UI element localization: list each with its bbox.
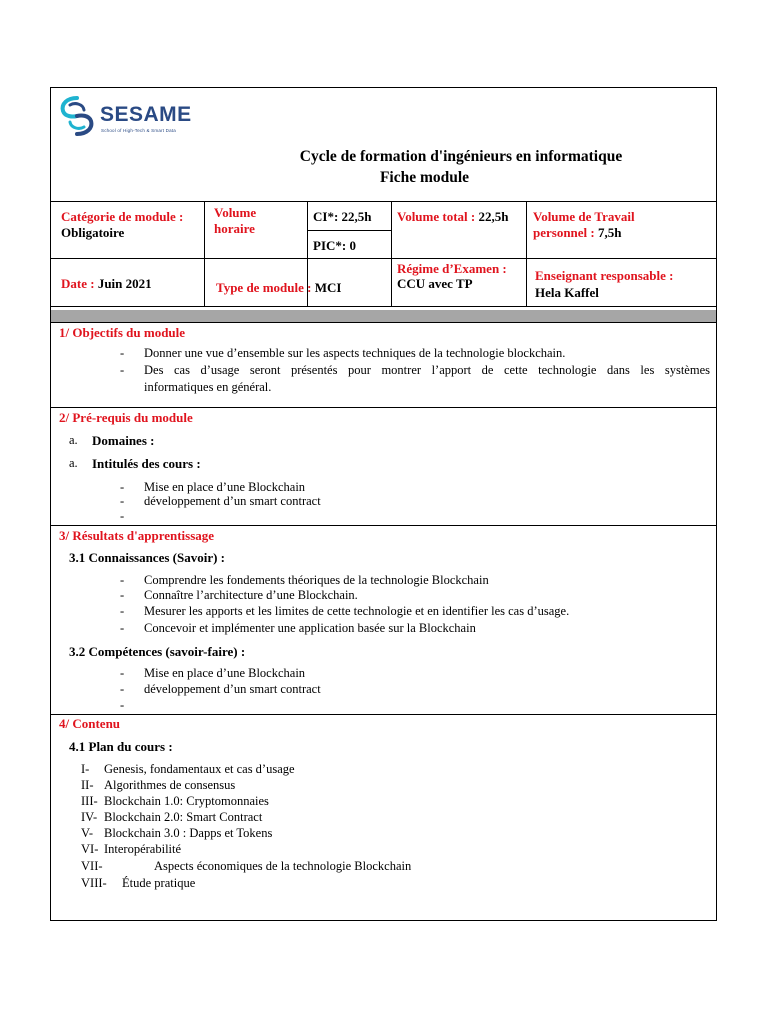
section-2-heading: 2/ Pré-requis du module [59, 410, 193, 425]
list-item: Mise en place d’une Blockchain [144, 666, 306, 680]
plan-item: Blockchain 3.0 : Dapps et Tokens [104, 826, 273, 840]
list-bullet: - [120, 363, 125, 377]
date-value: Juin 2021 [97, 276, 152, 291]
plan-num: II- [81, 778, 94, 792]
travail-value: 7,5h [598, 225, 622, 240]
regime-value: CCU avec TP [397, 276, 473, 291]
list-bullet: - [120, 621, 125, 635]
plan-num: VI- [81, 842, 99, 856]
section-3-heading: 3/ Résultats d'apprentissage [59, 528, 215, 543]
list-marker: a. [69, 433, 78, 447]
travail-label-1: Volume de Travail [533, 209, 635, 224]
type-label: Type de module : [216, 280, 312, 295]
list-bullet: - [120, 588, 125, 602]
enseignant-value: Hela Kaffel [535, 285, 599, 300]
pic-value: PIC*: 0 [313, 238, 356, 253]
list-bullet: - [120, 346, 125, 360]
list-bullet: - [120, 682, 125, 696]
plan-item: Algorithmes de consensus [104, 778, 236, 792]
plan-num: V- [81, 826, 94, 840]
list-item: Mise en place d’une Blockchain [144, 480, 306, 494]
plan-item: Interopérabilité [104, 842, 182, 856]
intitules-label: Intitulés des cours : [92, 456, 201, 471]
volume-horaire-label-1: Volume [214, 205, 257, 220]
plan-item: Étude pratique [122, 876, 196, 890]
volume-horaire-label-2: horaire [214, 221, 255, 236]
logo-name: SESAME [100, 103, 192, 126]
plan-item: Genesis, fondamentaux et cas d’usage [104, 762, 295, 776]
list-item: développement d’un smart contract [144, 682, 321, 696]
plan-num: VII- [81, 859, 103, 873]
plan-item: Blockchain 1.0: Cryptomonnaies [104, 794, 269, 808]
list-bullet: - [120, 573, 125, 587]
list-item-continuation: informatiques en général. [144, 380, 272, 394]
section-1-heading: 1/ Objectifs du module [59, 325, 186, 340]
type-value: MCI [314, 280, 342, 295]
plan-num: VIII- [81, 876, 107, 890]
volume-total-label: Volume total : [397, 209, 476, 224]
date-label: Date : [61, 276, 95, 291]
module-sheet [50, 87, 717, 921]
subsection-3-1: 3.1 Connaissances (Savoir) : [69, 550, 226, 565]
plan-num: III- [81, 794, 98, 808]
list-bullet: - [120, 604, 125, 618]
volume-total [397, 209, 508, 224]
domaines-label: Domaines : [92, 433, 155, 448]
travail-label-2: personnel : [533, 225, 595, 240]
enseignant-label: Enseignant responsable : [535, 268, 674, 283]
list-item: Donner une vue d’ensemble sur les aspects techniques de la technologie blockchain. [144, 346, 566, 360]
list-item: Concevoir et implémenter une application basée sur la Blockchain [144, 621, 476, 635]
categorie-value: Obligatoire [61, 225, 125, 240]
list-bullet: - [120, 494, 125, 508]
list-bullet: - [120, 698, 125, 712]
logo-tagline: School of High-Tech & Smart Data [101, 128, 176, 133]
page-subtitle: Fiche module [379, 169, 470, 186]
separator-bar [51, 310, 716, 322]
plan-num: IV- [81, 810, 98, 824]
sesame-logo [57, 94, 217, 138]
list-item: Connaître l’architecture d’une Blockchain. [144, 588, 358, 602]
travail-line-2 [533, 225, 621, 240]
list-bullet: - [120, 480, 125, 494]
categorie-label: Catégorie de module : [61, 209, 184, 224]
list-item: Mesurer les apports et les limites de cette technologie et en identifier les cas d’usage. [144, 604, 570, 618]
list-item: Comprendre les fondements théoriques de la technologie Blockchain [144, 573, 489, 587]
list-item: développement d’un smart contract [144, 494, 321, 508]
list-bullet: - [120, 666, 125, 680]
type-field [216, 280, 341, 295]
plan-item: Aspects économiques de la technologie Blockchain [154, 859, 412, 873]
regime-label: Régime d’Examen : [397, 261, 507, 276]
list-bullet: - [120, 509, 125, 523]
subsection-4-1: 4.1 Plan du cours : [69, 739, 173, 754]
plan-item: Blockchain 2.0: Smart Contract [104, 810, 263, 824]
date-field [61, 276, 152, 291]
subsection-3-2: 3.2 Compétences (savoir-faire) : [69, 644, 246, 659]
sesame-logo-icon [57, 94, 97, 138]
plan-num: I- [81, 762, 90, 776]
list-marker: a. [69, 456, 78, 470]
list-item: Des cas d’usage seront présentés pour montrer l’apport de cette technologie dans les systèmes [144, 363, 710, 377]
page-title: Cycle de formation d'ingénieurs en informatique [299, 148, 623, 165]
volume-total-value: 22,5h [478, 209, 509, 224]
section-4-heading: 4/ Contenu [59, 716, 121, 731]
ci-value: CI*: 22,5h [313, 209, 372, 224]
